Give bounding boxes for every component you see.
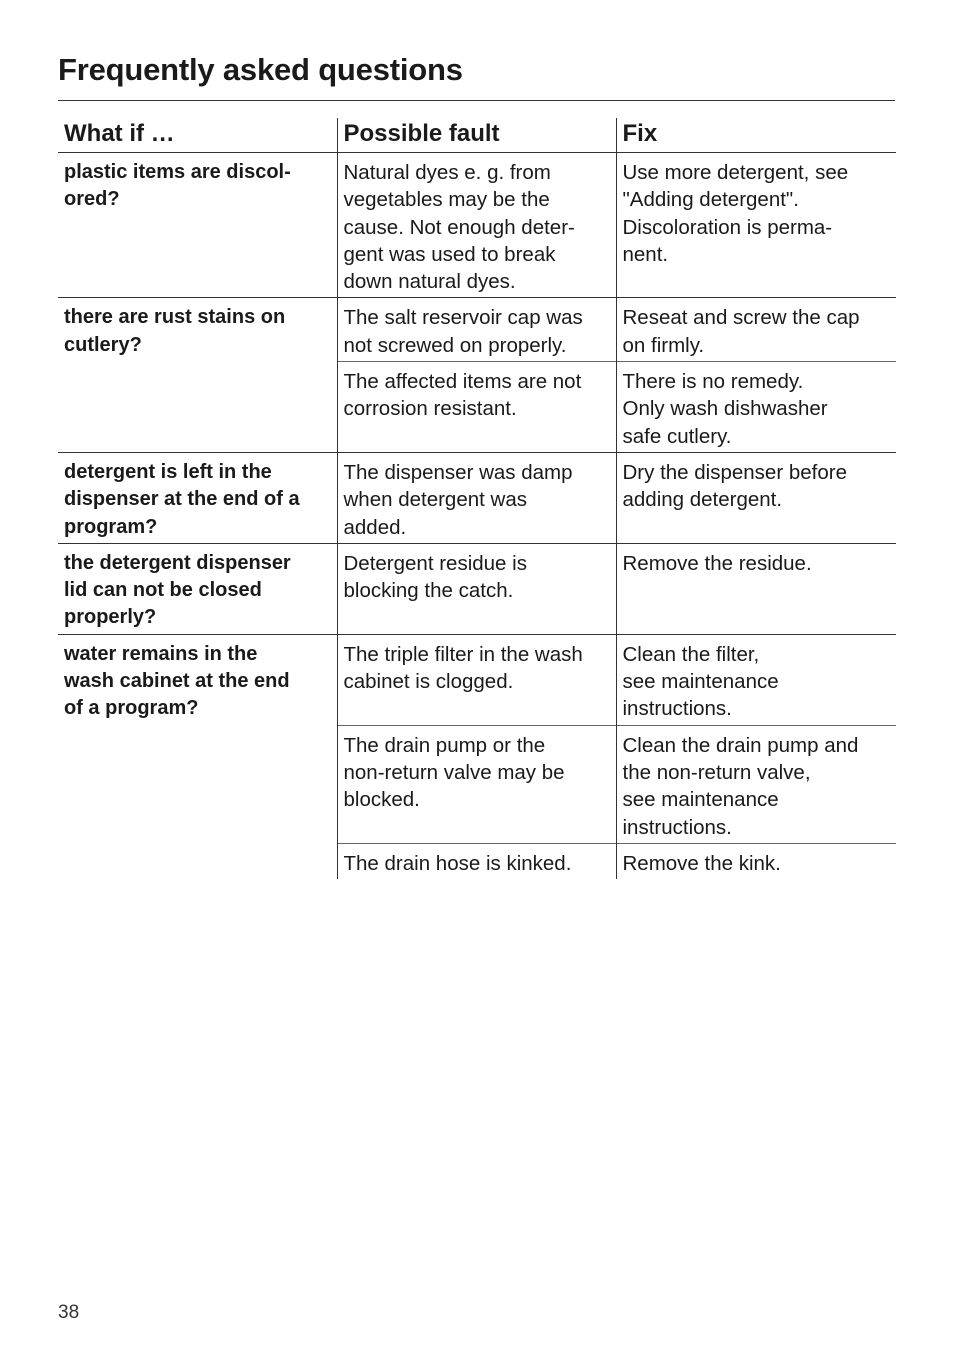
fix-cell: Dry the dispenser before adding detergent. <box>616 452 896 543</box>
question-cell: detergent is left in the dispenser at the end of a program? <box>58 452 337 543</box>
table-header-row <box>58 118 896 153</box>
fault-cell: The salt reservoir cap was not screwed on properly. <box>337 298 616 362</box>
fix-cell: Remove the residue. <box>616 543 896 634</box>
fix-cell: Use more detergent, see "Adding detergent". Discoloration is perma- nent. <box>616 153 896 298</box>
header-possible-fault: Possible fault <box>337 118 616 153</box>
fault-cell: The drain hose is kinked. <box>337 843 616 879</box>
fix-cell: Remove the kink. <box>616 843 896 879</box>
header-what-if: What if … <box>58 118 337 153</box>
table-row <box>58 634 896 725</box>
fix-cell: Clean the filter, see maintenance instructions. <box>616 634 896 725</box>
table-row <box>58 298 896 362</box>
fix-cell: Clean the drain pump and the non-return valve, see maintenance instructions. <box>616 725 896 843</box>
question-cell: the detergent dispenser lid can not be closed properly? <box>58 543 337 634</box>
table-row <box>58 452 896 543</box>
fault-cell: The triple filter in the wash cabinet is clogged. <box>337 634 616 725</box>
page-title: Frequently asked questions <box>58 52 463 87</box>
page-number: 38 <box>58 1302 80 1323</box>
fix-cell: There is no remedy. Only wash dishwasher safe cutlery. <box>616 362 896 453</box>
header-fix: Fix <box>616 118 896 153</box>
fault-cell: The drain pump or the non-return valve may be blocked. <box>337 725 616 843</box>
fault-cell: The dispenser was damp when detergent was added. <box>337 452 616 543</box>
table-row <box>58 543 896 634</box>
fault-cell: Natural dyes e. g. from vegetables may be the cause. Not enough deter- gent was used to break down natural dyes. <box>337 153 616 298</box>
question-cell: there are rust stains on cutlery? <box>58 298 337 452</box>
question-cell: water remains in the wash cabinet at the end of a program? <box>58 634 337 879</box>
question-cell: plastic items are discol- ored? <box>64 161 291 211</box>
faq-table <box>58 118 896 879</box>
fault-cell: Detergent residue is blocking the catch. <box>337 543 616 634</box>
fault-cell: The affected items are not corrosion resistant. <box>337 362 616 453</box>
fix-cell: Reseat and screw the cap on firmly. <box>616 298 896 362</box>
title-divider <box>58 100 895 101</box>
table-row <box>58 153 896 298</box>
